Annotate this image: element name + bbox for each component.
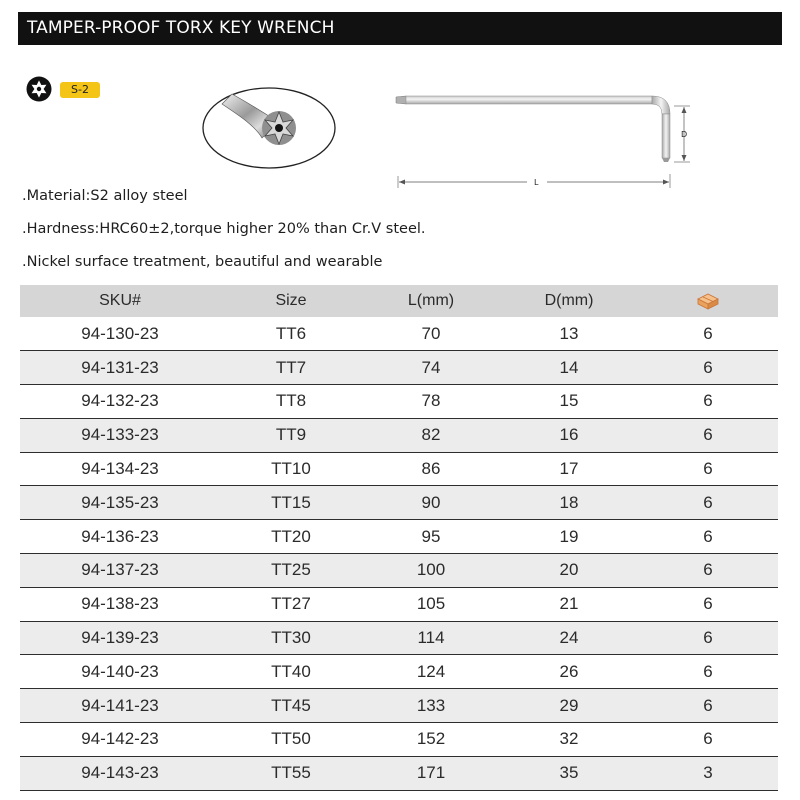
cell-sku: 94-141-23 bbox=[81, 695, 159, 715]
cell-length: 171 bbox=[416, 763, 446, 783]
feature-material: .Material:S2 alloy steel bbox=[22, 188, 188, 204]
cell-sku: 94-140-23 bbox=[81, 661, 159, 681]
spec-table bbox=[20, 285, 778, 791]
cell-sku: 94-133-23 bbox=[81, 425, 159, 445]
col-header-sku: SKU# bbox=[99, 292, 141, 309]
table-row bbox=[20, 351, 778, 385]
table-row bbox=[20, 587, 778, 621]
cell-qty: 6 bbox=[703, 459, 713, 479]
cell-length: 114 bbox=[417, 628, 445, 648]
cell-sku: 94-143-23 bbox=[81, 763, 159, 783]
cell-length: 86 bbox=[421, 459, 441, 479]
cell-qty: 6 bbox=[703, 594, 713, 614]
cell-depth: 19 bbox=[559, 526, 579, 546]
cell-size: TT7 bbox=[275, 357, 307, 377]
cell-depth: 32 bbox=[559, 729, 579, 749]
cell-length: 78 bbox=[421, 391, 441, 411]
cell-sku: 94-131-23 bbox=[81, 357, 159, 377]
table-row bbox=[20, 655, 778, 689]
cell-depth: 35 bbox=[559, 763, 579, 783]
cell-size: TT6 bbox=[275, 323, 307, 343]
cell-length: 70 bbox=[421, 323, 441, 343]
cell-sku: 94-138-23 bbox=[81, 594, 159, 614]
cell-length: 133 bbox=[416, 695, 446, 715]
cell-qty: 6 bbox=[703, 391, 713, 411]
cell-qty: 6 bbox=[703, 628, 713, 648]
cell-length: 152 bbox=[416, 729, 446, 749]
table-row bbox=[20, 689, 778, 723]
cell-length: 105 bbox=[416, 594, 446, 614]
cell-qty: 3 bbox=[703, 763, 713, 783]
depth-label: D bbox=[681, 130, 688, 139]
wrench-dimension-diagram bbox=[392, 94, 692, 192]
cell-size: TT55 bbox=[271, 763, 311, 783]
cell-sku: 94-134-23 bbox=[81, 459, 159, 479]
torx-star-icon bbox=[26, 76, 52, 102]
cell-sku: 94-142-23 bbox=[81, 729, 159, 749]
cell-size: TT25 bbox=[271, 560, 311, 580]
cell-depth: 24 bbox=[559, 628, 579, 648]
cell-depth: 15 bbox=[559, 391, 579, 411]
cell-sku: 94-130-23 bbox=[81, 323, 159, 343]
table-row bbox=[20, 554, 778, 588]
cell-size: TT40 bbox=[271, 661, 311, 681]
table-row bbox=[20, 756, 778, 790]
cell-length: 82 bbox=[421, 425, 441, 445]
cell-length: 95 bbox=[421, 526, 441, 546]
table-row bbox=[20, 317, 778, 351]
cell-qty: 6 bbox=[703, 357, 713, 377]
bit-closeup-image bbox=[200, 86, 338, 170]
cell-size: TT20 bbox=[271, 526, 311, 546]
table-row bbox=[20, 418, 778, 452]
cell-length: 90 bbox=[421, 492, 441, 512]
table-row bbox=[20, 723, 778, 757]
material-icons bbox=[26, 76, 116, 102]
cell-qty: 6 bbox=[703, 526, 713, 546]
cell-length: 100 bbox=[416, 560, 446, 580]
cell-size: TT10 bbox=[271, 459, 311, 479]
cell-size: TT50 bbox=[271, 729, 311, 749]
cell-depth: 14 bbox=[559, 357, 579, 377]
col-header-depth: D(mm) bbox=[544, 292, 594, 309]
cell-qty: 6 bbox=[703, 323, 713, 343]
cell-qty: 6 bbox=[703, 425, 713, 445]
col-header-size: Size bbox=[275, 292, 307, 309]
box-icon bbox=[695, 292, 721, 310]
feature-hardness: .Hardness:HRC60±2,torque higher 20% than Cr.V steel. bbox=[22, 221, 426, 237]
cell-qty: 6 bbox=[703, 729, 713, 749]
cell-length: 74 bbox=[421, 357, 441, 377]
table-row bbox=[20, 385, 778, 419]
table-row bbox=[20, 486, 778, 520]
cell-depth: 16 bbox=[559, 425, 579, 445]
cell-sku: 94-135-23 bbox=[81, 492, 159, 512]
cell-depth: 18 bbox=[559, 492, 579, 512]
cell-depth: 21 bbox=[559, 594, 579, 614]
table-header-row bbox=[20, 285, 778, 317]
material-badge: S-2 bbox=[60, 82, 100, 98]
cell-size: TT45 bbox=[271, 695, 311, 715]
cell-qty: 6 bbox=[703, 560, 713, 580]
cell-depth: 29 bbox=[559, 695, 579, 715]
col-header-qty bbox=[638, 285, 778, 317]
cell-depth: 20 bbox=[559, 560, 579, 580]
cell-sku: 94-137-23 bbox=[81, 560, 159, 580]
cell-sku: 94-136-23 bbox=[81, 526, 159, 546]
cell-length: 124 bbox=[416, 661, 446, 681]
table-row bbox=[20, 452, 778, 486]
cell-depth: 17 bbox=[559, 459, 579, 479]
col-header-length: L(mm) bbox=[407, 292, 455, 309]
page-title: TAMPER-PROOF TORX KEY WRENCH bbox=[18, 12, 782, 45]
cell-size: TT15 bbox=[271, 492, 311, 512]
cell-qty: 6 bbox=[703, 492, 713, 512]
cell-size: TT9 bbox=[275, 425, 307, 445]
cell-size: TT27 bbox=[271, 594, 311, 614]
cell-depth: 13 bbox=[559, 323, 579, 343]
cell-qty: 6 bbox=[703, 695, 713, 715]
table-row bbox=[20, 621, 778, 655]
table-row bbox=[20, 520, 778, 554]
cell-sku: 94-139-23 bbox=[81, 628, 159, 648]
cell-qty: 6 bbox=[703, 661, 713, 681]
feature-surface: .Nickel surface treatment, beautiful and wearable bbox=[22, 254, 383, 270]
cell-sku: 94-132-23 bbox=[81, 391, 159, 411]
cell-size: TT30 bbox=[271, 628, 311, 648]
cell-depth: 26 bbox=[559, 661, 579, 681]
cell-size: TT8 bbox=[275, 391, 307, 411]
length-label: L bbox=[534, 178, 539, 187]
